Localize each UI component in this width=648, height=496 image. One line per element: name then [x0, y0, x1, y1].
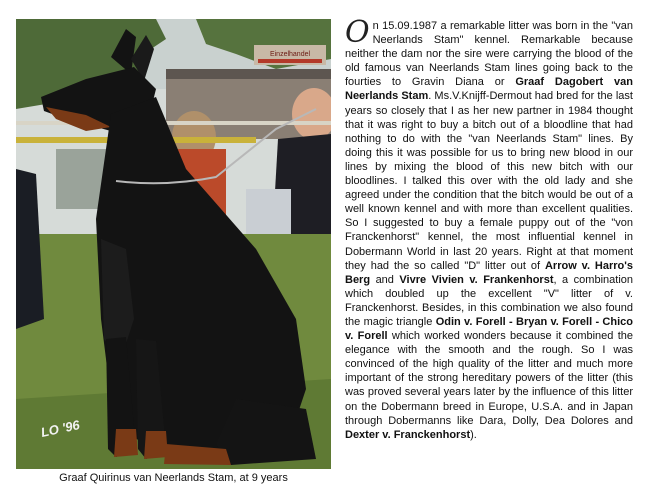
dog-name-highlight: Arrow v. Harro's Berg — [345, 259, 633, 286]
dog-name-highlight: Dexter v. Franckenhorst — [345, 428, 471, 441]
dobermann-photo — [16, 19, 331, 469]
article-text — [345, 15, 633, 442]
article-segment: and — [370, 273, 400, 286]
dog-name-highlight: Graaf Dagobert van Neerlands Stam — [345, 76, 633, 103]
photo-illustration — [16, 19, 331, 469]
article-segment: ). — [470, 428, 477, 441]
article-segment: n 15.09.1987 a remarkable litter was born in the "van Neerlands Stam" kennel. Remarkable because neither the dam nor the sire were carrying the blood of the old famous van Neerlands Stam lines going back to the fourties to Gravin Diana or — [345, 20, 633, 89]
dog-name-highlight: Odin v. Forell - Bryan v. Forell - Chico v. Forell — [345, 315, 633, 343]
article-segment: . Ms.V.Knijff-Dermout had bred for the last years so closely that I as her new partner in 1984 thought that it was right to buy a bitch out of a bloodline that had nothing to do with the "van Neerlands Stam" lines. By doing this it was possible for us to bring new blood in our lines by mixing the blood of this new bitch with our bloodlines. I talked this over with the old lady and she agreed under the condition that the bitch would be out of a well known kennel and with more than excellent qualities. So I suggested to buy a female puppy out of the "von Franckenhorst" kennel, the most influential kennel in Dobermann World in last 20 years. Right at that moment they had the so called "D" litter out of — [345, 90, 633, 272]
banner-text: Einzelhandel — [269, 51, 311, 58]
photo-watermark: LO '96 — [39, 417, 81, 440]
article-segment: which worked wonders because it combined the elegance with the smooth and the rough. So I was convinced of the high quality of the litter and much more important of the strong hereditary powers of the litter (this was proved several years later by the influence of this litter on the Dobermann breed in Europe, U.S.A. and in Japan through Dobermanns like Dara, Dolly, Dea Dolores and — [345, 330, 633, 427]
dropcap-letter: O — [345, 15, 370, 50]
article-segment: , a combination which doubled up the excellent "V" litter of v. Franckenhorst. Besides, in this combination we also found the magic triangle — [345, 273, 633, 328]
photo-caption: Graaf Quirinus van Neerlands Stam, at 9 years — [59, 472, 288, 484]
dog-name-highlight: Vivre Vivien v. Frankenhorst — [399, 273, 554, 286]
